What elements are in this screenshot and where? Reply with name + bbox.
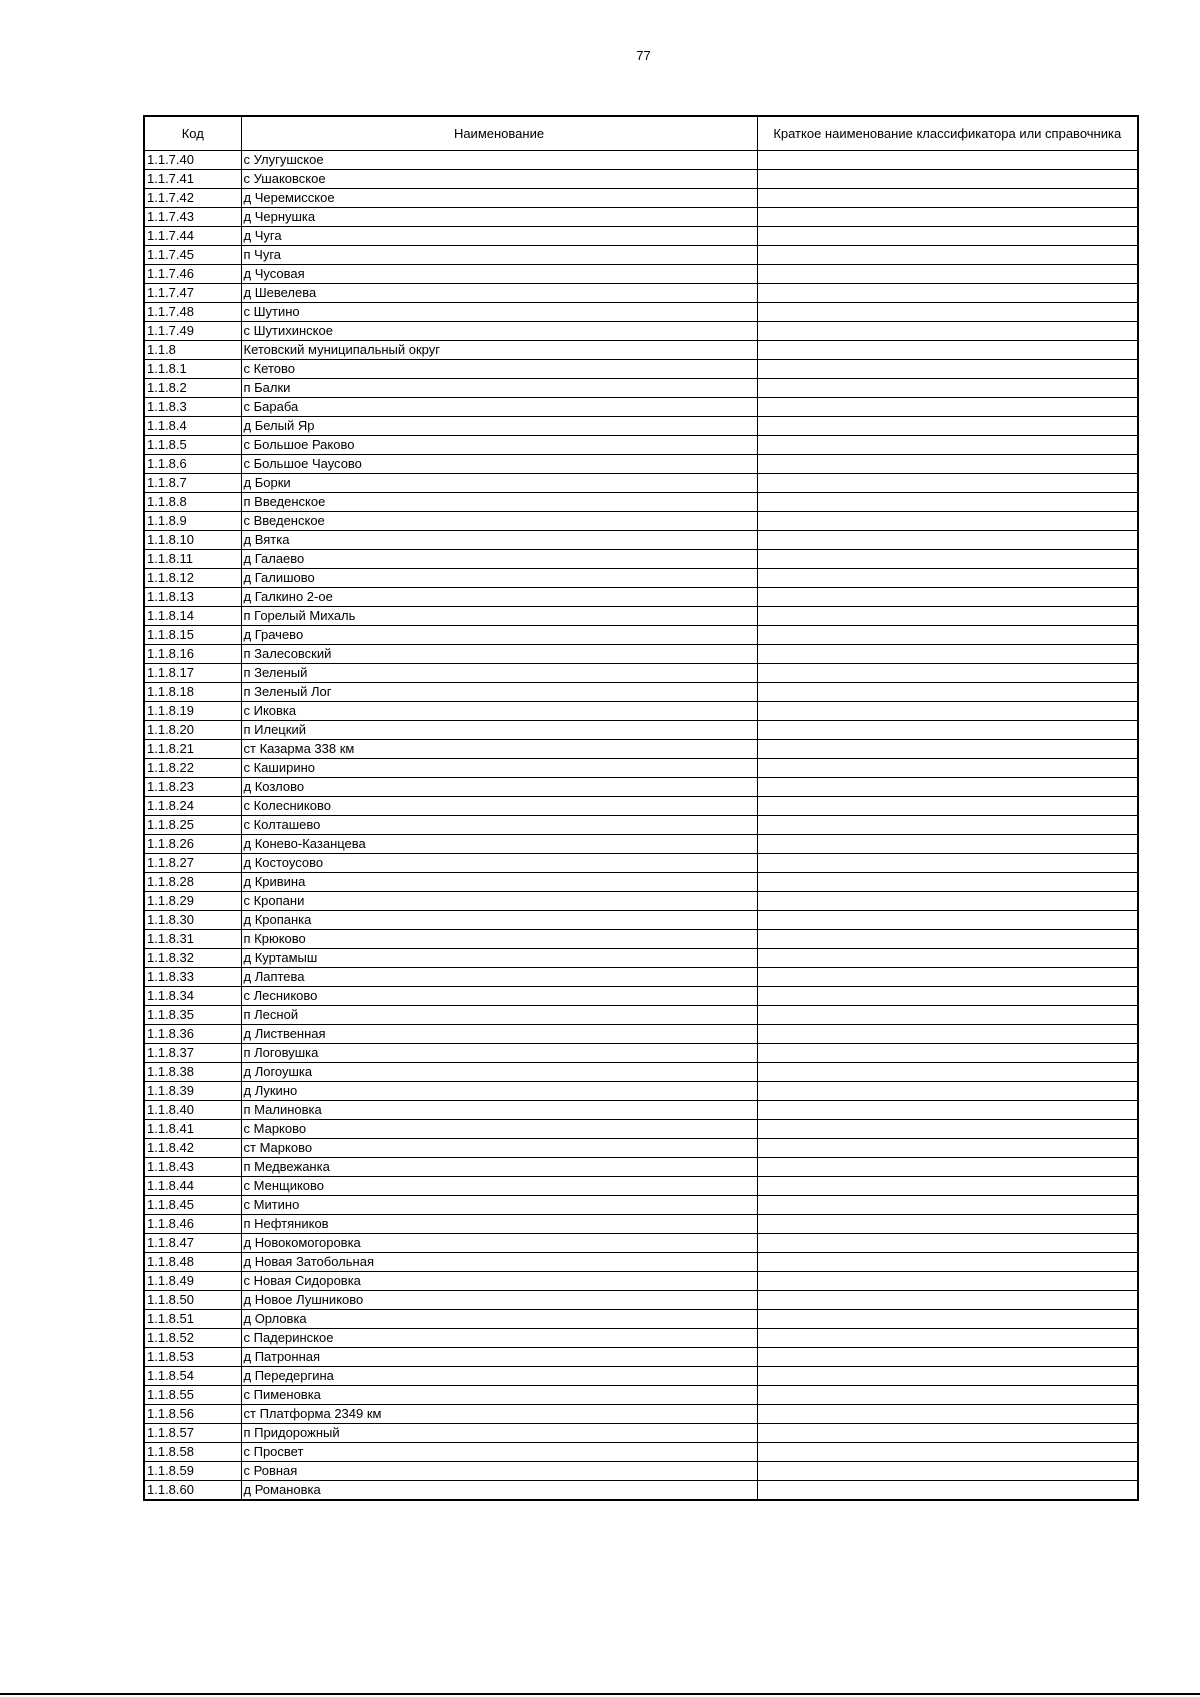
cell-short-name xyxy=(757,322,1138,341)
table-row xyxy=(144,284,1138,303)
cell-short-name xyxy=(757,892,1138,911)
cell-code: 1.1.7.45 xyxy=(144,246,241,265)
cell-code: 1.1.7.47 xyxy=(144,284,241,303)
cell-code: 1.1.8.31 xyxy=(144,930,241,949)
table-row xyxy=(144,1025,1138,1044)
cell-name: д Новокомогоровка xyxy=(241,1234,757,1253)
cell-short-name xyxy=(757,816,1138,835)
table-row xyxy=(144,1120,1138,1139)
cell-code: 1.1.8.7 xyxy=(144,474,241,493)
cell-code: 1.1.8.10 xyxy=(144,531,241,550)
cell-short-name xyxy=(757,151,1138,170)
cell-short-name xyxy=(757,607,1138,626)
cell-name: ст Платформа 2349 км xyxy=(241,1405,757,1424)
classifier-table xyxy=(143,115,1139,1501)
table-row xyxy=(144,873,1138,892)
table-row xyxy=(144,1348,1138,1367)
cell-code: 1.1.8.32 xyxy=(144,949,241,968)
cell-name: д Галишово xyxy=(241,569,757,588)
cell-name: п Логовушка xyxy=(241,1044,757,1063)
cell-short-name xyxy=(757,1462,1138,1481)
cell-short-name xyxy=(757,1215,1138,1234)
cell-code: 1.1.8.3 xyxy=(144,398,241,417)
cell-short-name xyxy=(757,1139,1138,1158)
cell-short-name xyxy=(757,626,1138,645)
cell-code: 1.1.8.58 xyxy=(144,1443,241,1462)
cell-code: 1.1.8.21 xyxy=(144,740,241,759)
cell-short-name xyxy=(757,645,1138,664)
cell-short-name xyxy=(757,303,1138,322)
cell-name: д Орловка xyxy=(241,1310,757,1329)
cell-name: д Лукино xyxy=(241,1082,757,1101)
cell-code: 1.1.8.51 xyxy=(144,1310,241,1329)
cell-short-name xyxy=(757,797,1138,816)
cell-name: д Кропанка xyxy=(241,911,757,930)
cell-code: 1.1.8.20 xyxy=(144,721,241,740)
cell-code: 1.1.8.8 xyxy=(144,493,241,512)
cell-short-name xyxy=(757,1196,1138,1215)
cell-short-name xyxy=(757,968,1138,987)
table-row xyxy=(144,721,1138,740)
cell-name: п Нефтяников xyxy=(241,1215,757,1234)
cell-name: с Шутихинское xyxy=(241,322,757,341)
cell-short-name xyxy=(757,531,1138,550)
cell-name: д Борки xyxy=(241,474,757,493)
cell-code: 1.1.7.41 xyxy=(144,170,241,189)
cell-name: д Чуга xyxy=(241,227,757,246)
cell-short-name xyxy=(757,246,1138,265)
table-row xyxy=(144,607,1138,626)
cell-short-name xyxy=(757,949,1138,968)
cell-short-name xyxy=(757,1234,1138,1253)
cell-short-name xyxy=(757,778,1138,797)
cell-name: п Чуга xyxy=(241,246,757,265)
cell-short-name xyxy=(757,1158,1138,1177)
cell-short-name xyxy=(757,341,1138,360)
cell-code: 1.1.8.42 xyxy=(144,1139,241,1158)
cell-name: д Грачево xyxy=(241,626,757,645)
table-row xyxy=(144,322,1138,341)
table-row xyxy=(144,360,1138,379)
cell-code: 1.1.8.57 xyxy=(144,1424,241,1443)
cell-name: д Патронная xyxy=(241,1348,757,1367)
cell-code: 1.1.8.35 xyxy=(144,1006,241,1025)
column-header-short-name: Краткое наименование классификатора или справочника xyxy=(757,116,1138,151)
table-row xyxy=(144,303,1138,322)
cell-short-name xyxy=(757,360,1138,379)
cell-code: 1.1.8.11 xyxy=(144,550,241,569)
table-row xyxy=(144,151,1138,170)
cell-short-name xyxy=(757,455,1138,474)
cell-name: п Зеленый Лог xyxy=(241,683,757,702)
table-row xyxy=(144,797,1138,816)
cell-code: 1.1.8.4 xyxy=(144,417,241,436)
table-row xyxy=(144,1291,1138,1310)
cell-name: с Большое Раково xyxy=(241,436,757,455)
table-row xyxy=(144,1462,1138,1481)
cell-name: ст Марково xyxy=(241,1139,757,1158)
table-row xyxy=(144,1082,1138,1101)
table-row xyxy=(144,892,1138,911)
cell-name: д Конево-Казанцева xyxy=(241,835,757,854)
cell-code: 1.1.8.16 xyxy=(144,645,241,664)
table-row xyxy=(144,987,1138,1006)
cell-short-name xyxy=(757,721,1138,740)
column-header-code: Код xyxy=(144,116,241,151)
table-row xyxy=(144,1424,1138,1443)
cell-code: 1.1.8.49 xyxy=(144,1272,241,1291)
table-row xyxy=(144,474,1138,493)
cell-name: Кетовский муниципальный округ xyxy=(241,341,757,360)
cell-name: с Ушаковское xyxy=(241,170,757,189)
cell-name: д Чернушка xyxy=(241,208,757,227)
cell-name: с Иковка xyxy=(241,702,757,721)
table-row xyxy=(144,1063,1138,1082)
cell-name: д Лиственная xyxy=(241,1025,757,1044)
cell-short-name xyxy=(757,1424,1138,1443)
cell-short-name xyxy=(757,189,1138,208)
table-row xyxy=(144,911,1138,930)
cell-name: д Романовка xyxy=(241,1481,757,1501)
cell-code: 1.1.8.53 xyxy=(144,1348,241,1367)
cell-code: 1.1.7.48 xyxy=(144,303,241,322)
cell-name: с Бараба xyxy=(241,398,757,417)
cell-code: 1.1.7.44 xyxy=(144,227,241,246)
table-row xyxy=(144,455,1138,474)
cell-code: 1.1.8.2 xyxy=(144,379,241,398)
cell-short-name xyxy=(757,911,1138,930)
cell-name: д Новое Лушниково xyxy=(241,1291,757,1310)
table-row xyxy=(144,930,1138,949)
cell-name: с Кетово xyxy=(241,360,757,379)
cell-name: с Введенское xyxy=(241,512,757,531)
cell-name: с Улугушское xyxy=(241,151,757,170)
cell-code: 1.1.8.12 xyxy=(144,569,241,588)
table-row xyxy=(144,778,1138,797)
cell-code: 1.1.8.6 xyxy=(144,455,241,474)
page-bottom-rule xyxy=(0,1693,1200,1695)
cell-name: д Галаево xyxy=(241,550,757,569)
cell-code: 1.1.8.43 xyxy=(144,1158,241,1177)
cell-short-name xyxy=(757,493,1138,512)
cell-name: с Каширино xyxy=(241,759,757,778)
cell-code: 1.1.8.27 xyxy=(144,854,241,873)
cell-short-name xyxy=(757,1386,1138,1405)
table-row xyxy=(144,512,1138,531)
cell-name: д Новая Затобольная xyxy=(241,1253,757,1272)
cell-short-name xyxy=(757,1044,1138,1063)
cell-code: 1.1.8.25 xyxy=(144,816,241,835)
cell-name: с Марково xyxy=(241,1120,757,1139)
cell-code: 1.1.8.60 xyxy=(144,1481,241,1501)
table-row xyxy=(144,854,1138,873)
page-number: 77 xyxy=(636,48,651,63)
table-row xyxy=(144,1367,1138,1386)
cell-name: с Колташево xyxy=(241,816,757,835)
cell-short-name xyxy=(757,1310,1138,1329)
table-row xyxy=(144,1196,1138,1215)
cell-name: д Шевелева xyxy=(241,284,757,303)
cell-code: 1.1.7.43 xyxy=(144,208,241,227)
cell-code: 1.1.8.17 xyxy=(144,664,241,683)
cell-short-name xyxy=(757,1082,1138,1101)
cell-name: д Логоушка xyxy=(241,1063,757,1082)
table-row xyxy=(144,1272,1138,1291)
cell-name: ст Казарма 338 км xyxy=(241,740,757,759)
cell-code: 1.1.8.22 xyxy=(144,759,241,778)
cell-name: с Пименовка xyxy=(241,1386,757,1405)
table-row xyxy=(144,949,1138,968)
table-row xyxy=(144,1405,1138,1424)
cell-code: 1.1.8.34 xyxy=(144,987,241,1006)
cell-code: 1.1.8 xyxy=(144,341,241,360)
cell-short-name xyxy=(757,1272,1138,1291)
table-row xyxy=(144,246,1138,265)
cell-name: п Крюково xyxy=(241,930,757,949)
cell-code: 1.1.8.54 xyxy=(144,1367,241,1386)
cell-short-name xyxy=(757,664,1138,683)
cell-code: 1.1.8.1 xyxy=(144,360,241,379)
cell-short-name xyxy=(757,1443,1138,1462)
cell-name: п Илецкий xyxy=(241,721,757,740)
table-row xyxy=(144,816,1138,835)
cell-code: 1.1.8.36 xyxy=(144,1025,241,1044)
cell-short-name xyxy=(757,284,1138,303)
table-row xyxy=(144,398,1138,417)
cell-short-name xyxy=(757,683,1138,702)
table-row xyxy=(144,170,1138,189)
cell-code: 1.1.8.37 xyxy=(144,1044,241,1063)
cell-code: 1.1.8.40 xyxy=(144,1101,241,1120)
cell-short-name xyxy=(757,1348,1138,1367)
table-row xyxy=(144,1443,1138,1462)
table-row xyxy=(144,1386,1138,1405)
table-row xyxy=(144,1215,1138,1234)
cell-short-name xyxy=(757,1120,1138,1139)
cell-name: д Лаптева xyxy=(241,968,757,987)
cell-name: д Вятка xyxy=(241,531,757,550)
table-row xyxy=(144,968,1138,987)
cell-name: с Шутино xyxy=(241,303,757,322)
cell-code: 1.1.8.24 xyxy=(144,797,241,816)
table-row xyxy=(144,1158,1138,1177)
cell-code: 1.1.8.39 xyxy=(144,1082,241,1101)
cell-code: 1.1.8.15 xyxy=(144,626,241,645)
cell-name: д Белый Яр xyxy=(241,417,757,436)
cell-name: с Большое Чаусово xyxy=(241,455,757,474)
table-row xyxy=(144,683,1138,702)
cell-code: 1.1.7.46 xyxy=(144,265,241,284)
table-row xyxy=(144,759,1138,778)
cell-short-name xyxy=(757,208,1138,227)
cell-code: 1.1.8.45 xyxy=(144,1196,241,1215)
table-row xyxy=(144,265,1138,284)
table-row xyxy=(144,341,1138,360)
cell-short-name xyxy=(757,987,1138,1006)
cell-name: с Падеринское xyxy=(241,1329,757,1348)
cell-code: 1.1.7.42 xyxy=(144,189,241,208)
cell-code: 1.1.8.55 xyxy=(144,1386,241,1405)
table-row xyxy=(144,531,1138,550)
cell-name: д Костоусово xyxy=(241,854,757,873)
cell-short-name xyxy=(757,265,1138,284)
cell-code: 1.1.8.30 xyxy=(144,911,241,930)
cell-code: 1.1.8.44 xyxy=(144,1177,241,1196)
cell-name: с Лесниково xyxy=(241,987,757,1006)
cell-short-name xyxy=(757,512,1138,531)
cell-code: 1.1.7.49 xyxy=(144,322,241,341)
table-row xyxy=(144,379,1138,398)
cell-name: п Введенское xyxy=(241,493,757,512)
cell-short-name xyxy=(757,1367,1138,1386)
cell-short-name xyxy=(757,417,1138,436)
cell-name: д Чусовая xyxy=(241,265,757,284)
cell-short-name xyxy=(757,1025,1138,1044)
cell-name: с Колесниково xyxy=(241,797,757,816)
cell-short-name xyxy=(757,702,1138,721)
table-row xyxy=(144,189,1138,208)
cell-name: д Козлово xyxy=(241,778,757,797)
cell-code: 1.1.7.40 xyxy=(144,151,241,170)
cell-code: 1.1.8.18 xyxy=(144,683,241,702)
table-row xyxy=(144,436,1138,455)
cell-name: с Новая Сидоровка xyxy=(241,1272,757,1291)
cell-name: с Просвет xyxy=(241,1443,757,1462)
cell-code: 1.1.8.38 xyxy=(144,1063,241,1082)
cell-short-name xyxy=(757,474,1138,493)
table-row xyxy=(144,1044,1138,1063)
table-row xyxy=(144,1139,1138,1158)
table-row xyxy=(144,1234,1138,1253)
cell-code: 1.1.8.9 xyxy=(144,512,241,531)
table-row xyxy=(144,702,1138,721)
cell-short-name xyxy=(757,550,1138,569)
cell-short-name xyxy=(757,1481,1138,1501)
cell-short-name xyxy=(757,170,1138,189)
table-row xyxy=(144,1329,1138,1348)
cell-code: 1.1.8.56 xyxy=(144,1405,241,1424)
table-row xyxy=(144,208,1138,227)
cell-short-name xyxy=(757,1253,1138,1272)
table-row xyxy=(144,1006,1138,1025)
cell-name: д Черемисское xyxy=(241,189,757,208)
cell-code: 1.1.8.14 xyxy=(144,607,241,626)
cell-name: п Придорожный xyxy=(241,1424,757,1443)
cell-name: п Балки xyxy=(241,379,757,398)
cell-short-name xyxy=(757,854,1138,873)
cell-code: 1.1.8.13 xyxy=(144,588,241,607)
cell-code: 1.1.8.46 xyxy=(144,1215,241,1234)
cell-name: п Малиновка xyxy=(241,1101,757,1120)
table-row xyxy=(144,1177,1138,1196)
table-row xyxy=(144,550,1138,569)
table-row xyxy=(144,569,1138,588)
table-row xyxy=(144,1253,1138,1272)
cell-name: п Лесной xyxy=(241,1006,757,1025)
table-row xyxy=(144,740,1138,759)
table-row xyxy=(144,645,1138,664)
cell-name: с Менщиково xyxy=(241,1177,757,1196)
cell-short-name xyxy=(757,1006,1138,1025)
cell-short-name xyxy=(757,873,1138,892)
cell-short-name xyxy=(757,1063,1138,1082)
cell-code: 1.1.8.48 xyxy=(144,1253,241,1272)
table-row xyxy=(144,626,1138,645)
cell-short-name xyxy=(757,227,1138,246)
table-row xyxy=(144,664,1138,683)
cell-short-name xyxy=(757,379,1138,398)
cell-name: д Галкино 2-ое xyxy=(241,588,757,607)
cell-short-name xyxy=(757,588,1138,607)
table-body xyxy=(144,151,1138,1501)
cell-short-name xyxy=(757,569,1138,588)
cell-code: 1.1.8.59 xyxy=(144,1462,241,1481)
cell-short-name xyxy=(757,835,1138,854)
cell-code: 1.1.8.26 xyxy=(144,835,241,854)
cell-name: п Горелый Михаль xyxy=(241,607,757,626)
cell-code: 1.1.8.33 xyxy=(144,968,241,987)
cell-code: 1.1.8.29 xyxy=(144,892,241,911)
cell-name: п Зеленый xyxy=(241,664,757,683)
cell-short-name xyxy=(757,930,1138,949)
cell-code: 1.1.8.28 xyxy=(144,873,241,892)
table-header-row xyxy=(144,116,1138,151)
cell-short-name xyxy=(757,398,1138,417)
cell-name: с Ровная xyxy=(241,1462,757,1481)
table-row xyxy=(144,227,1138,246)
cell-short-name xyxy=(757,1177,1138,1196)
cell-short-name xyxy=(757,436,1138,455)
table-row xyxy=(144,588,1138,607)
cell-name: д Кривина xyxy=(241,873,757,892)
table-row xyxy=(144,1310,1138,1329)
cell-short-name xyxy=(757,1405,1138,1424)
table-row xyxy=(144,1101,1138,1120)
cell-code: 1.1.8.52 xyxy=(144,1329,241,1348)
cell-code: 1.1.8.41 xyxy=(144,1120,241,1139)
table-row xyxy=(144,493,1138,512)
table-row xyxy=(144,417,1138,436)
table-row xyxy=(144,835,1138,854)
cell-name: с Митино xyxy=(241,1196,757,1215)
cell-short-name xyxy=(757,1329,1138,1348)
cell-name: д Куртамыш xyxy=(241,949,757,968)
cell-code: 1.1.8.5 xyxy=(144,436,241,455)
column-header-name: Наименование xyxy=(241,116,757,151)
cell-name: п Медвежанка xyxy=(241,1158,757,1177)
cell-code: 1.1.8.19 xyxy=(144,702,241,721)
cell-code: 1.1.8.23 xyxy=(144,778,241,797)
cell-code: 1.1.8.47 xyxy=(144,1234,241,1253)
cell-short-name xyxy=(757,759,1138,778)
cell-name: п Залесовский xyxy=(241,645,757,664)
cell-code: 1.1.8.50 xyxy=(144,1291,241,1310)
table-row xyxy=(144,1481,1138,1501)
cell-name: с Кропани xyxy=(241,892,757,911)
cell-short-name xyxy=(757,1101,1138,1120)
cell-name: д Передергина xyxy=(241,1367,757,1386)
cell-short-name xyxy=(757,740,1138,759)
cell-short-name xyxy=(757,1291,1138,1310)
